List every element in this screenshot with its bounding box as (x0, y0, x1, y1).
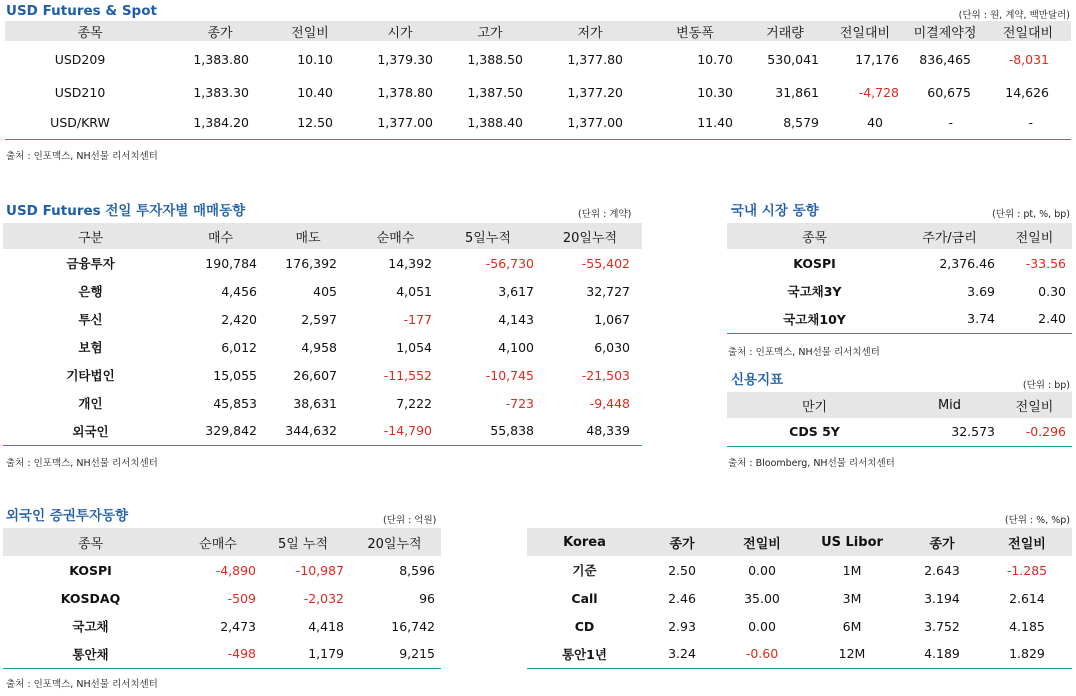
cell: 4.185 (1009, 618, 1045, 634)
cell: 10.30 (697, 84, 733, 100)
domestic-header-2: 전일비 (997, 223, 1072, 249)
cell: 3.74 (967, 311, 995, 327)
cell: 개인 (78, 396, 103, 411)
rates-unit: (단위 : %, %p) (1004, 515, 1070, 526)
cell: 530,041 (767, 51, 819, 67)
cell: 2.46 (668, 590, 696, 606)
rates-header-3: US Libor (802, 528, 902, 556)
cell: 8,579 (783, 115, 819, 131)
cell: - (1028, 115, 1033, 131)
table-row (3, 640, 441, 668)
cell: 2,376.46 (939, 255, 995, 271)
cell: 17,176 (855, 51, 899, 67)
cell: 1.829 (1009, 646, 1045, 662)
cell: 1,377.00 (377, 115, 433, 131)
cell: 4,456 (221, 283, 257, 299)
domestic-unit: (단위 : pt, %, bp) (992, 209, 1070, 220)
investor-header-5: 20일누적 (538, 223, 642, 249)
credit-source: 출처 : Bloomberg, NH선물 리서치센터 (728, 458, 895, 469)
table-row (3, 249, 642, 277)
cell: 8,596 (399, 562, 435, 578)
domestic-title: 국내 시장 동향 (731, 203, 819, 219)
cell: 14,626 (1005, 84, 1049, 100)
credit-table (727, 392, 1072, 447)
cell: 3,617 (498, 283, 534, 299)
usd-header-10: 전일대비 (985, 21, 1071, 41)
cell: 0.00 (748, 562, 776, 578)
cell: -498 (227, 646, 256, 662)
cell: 1,383.30 (193, 84, 249, 100)
cell: 1,388.40 (467, 115, 523, 131)
cell: - (948, 115, 953, 131)
cell: 26,607 (293, 367, 337, 383)
cell: -509 (227, 590, 256, 606)
cell: 기타법인 (66, 368, 115, 383)
cell: 0.00 (748, 618, 776, 634)
rates-table (527, 528, 1072, 669)
investor-header-1: 매수 (178, 223, 263, 249)
table-row (5, 41, 1071, 77)
cell: 35.00 (744, 590, 780, 606)
investor-table (3, 223, 642, 446)
usd-header-7: 거래량 (745, 21, 825, 41)
cell: 329,842 (205, 423, 257, 439)
cell: 31,861 (775, 84, 819, 100)
cell: -4,890 (215, 562, 256, 578)
cell: 10.70 (697, 51, 733, 67)
cell: -0.296 (1025, 424, 1066, 440)
usd-header-3: 시가 (355, 21, 445, 41)
cell: 1M (842, 562, 862, 578)
credit-header-2: 전일비 (997, 392, 1072, 418)
cell: 4.189 (924, 646, 960, 662)
table-row (5, 77, 1071, 107)
cell: -33.56 (1025, 255, 1066, 271)
cell: 국고채10Y (783, 311, 846, 327)
investor-header-0: 구분 (3, 223, 178, 249)
cell: 1,378.80 (377, 84, 433, 100)
foreign-header-1: 순매수 (178, 528, 258, 556)
cell: 4,051 (396, 283, 432, 299)
cell: 금융투자 (66, 256, 115, 271)
investor-title: USD Futures 전일 투자자별 매매동향 (6, 203, 246, 219)
cell: -56,730 (485, 255, 534, 271)
cell: -11,552 (383, 367, 432, 383)
cell: 2,473 (220, 618, 256, 634)
table-row (527, 584, 1072, 612)
cell: 14,392 (388, 255, 432, 271)
cell: 외국인 (72, 423, 109, 439)
table-row (3, 556, 441, 584)
cell: KOSPI (69, 562, 112, 578)
cell: USD210 (54, 84, 106, 100)
cell: 11.40 (697, 115, 733, 131)
cell: 4,958 (301, 339, 337, 355)
cell: 2.40 (1038, 311, 1066, 327)
cell: 2.50 (668, 562, 696, 578)
usd-header-6: 변동폭 (645, 21, 745, 41)
cell: 45,853 (213, 395, 257, 411)
table-row (3, 584, 441, 612)
rates-header-4: 종가 (902, 528, 982, 556)
cell: 4,143 (498, 311, 534, 327)
cell: 2.643 (924, 562, 960, 578)
cell: 12M (838, 646, 866, 662)
cell: -8,031 (1008, 51, 1049, 67)
table-row (3, 417, 642, 445)
cell: 1,383.80 (193, 51, 249, 67)
cell: 48,339 (586, 423, 630, 439)
table-row (3, 361, 642, 389)
investor-header-4: 5일누적 (438, 223, 538, 249)
foreign-source: 출처 : 인포맥스, NH선물 리서치센터 (6, 679, 158, 690)
cell: 10.40 (297, 84, 333, 100)
usd-futures-source: 출처 : 인포맥스, NH선물 리서치센터 (6, 151, 158, 162)
usd-header-1: 종가 (175, 21, 265, 41)
cell: -10,745 (485, 367, 534, 383)
cell: 190,784 (205, 255, 257, 271)
cell: 1,179 (308, 646, 344, 662)
cell: 통안1년 (562, 646, 607, 662)
table-row (3, 305, 642, 333)
cell: 32.573 (951, 424, 995, 440)
cell: 6,012 (221, 339, 257, 355)
credit-header-0: 만기 (727, 392, 902, 418)
domestic-table (727, 223, 1072, 334)
foreign-header-0: 종목 (3, 528, 178, 556)
table-row (727, 249, 1072, 277)
investor-header-2: 매도 (263, 223, 353, 249)
cell: -9,448 (589, 395, 630, 411)
cell: CD (574, 618, 595, 634)
cell: 투신 (78, 312, 103, 327)
cell: 6,030 (594, 339, 630, 355)
cell: Call (571, 590, 598, 606)
cell: 1,377.80 (567, 51, 623, 67)
cell: -177 (403, 311, 432, 327)
credit-title: 신용지표 (731, 372, 784, 388)
cell: 보험 (78, 340, 103, 355)
rates-header-0: Korea (527, 528, 642, 556)
cell: -55,402 (581, 255, 630, 271)
cell: 1,377.00 (567, 115, 623, 131)
cell: 국고채3Y (787, 284, 842, 299)
cell: 4,100 (498, 339, 534, 355)
cell: 96 (419, 590, 435, 606)
cell: 2.614 (1009, 590, 1045, 606)
cell: -0.60 (745, 646, 779, 662)
table-row (727, 305, 1072, 333)
usd-header-2: 전일비 (265, 21, 355, 41)
cell: 15,055 (213, 367, 257, 383)
usd-futures-table (5, 21, 1071, 140)
cell: 12.50 (297, 115, 333, 131)
domestic-source: 출처 : 인포맥스, NH선물 리서치센터 (728, 347, 880, 358)
cell: -21,503 (581, 367, 630, 383)
table-row (3, 389, 642, 417)
credit-header-1: Mid (902, 392, 997, 418)
cell: 405 (313, 283, 337, 299)
foreign-unit: (단위 : 억원) (383, 515, 437, 526)
usd-header-0: 종목 (5, 21, 175, 41)
investor-source: 출처 : 인포맥스, NH선물 리서치센터 (6, 458, 158, 469)
cell: 0.30 (1038, 283, 1066, 299)
investor-unit: (단위 : 계약) (578, 209, 632, 220)
cell: 176,392 (285, 255, 337, 271)
cell: -1.285 (1006, 562, 1048, 578)
table-row (3, 333, 642, 361)
cell: 10.10 (297, 51, 333, 67)
foreign-header-3: 20일누적 (348, 528, 441, 556)
usd-header-9: 미결제약정 (905, 21, 985, 41)
cell: 1,377.20 (567, 84, 623, 100)
cell: USD/KRW (50, 115, 110, 131)
usd-futures-title: USD Futures & Spot (6, 3, 157, 19)
cell: -4,728 (858, 84, 899, 100)
cell: 2,597 (301, 311, 337, 327)
cell: 3.194 (924, 590, 960, 606)
cell: 국고채 (72, 619, 109, 634)
cell: 2,420 (221, 311, 257, 327)
table-row (3, 277, 642, 305)
cell: 2.93 (668, 618, 696, 634)
usd-header-5: 저가 (535, 21, 645, 41)
investor-header-3: 순매수 (353, 223, 438, 249)
table-row (527, 556, 1072, 584)
domestic-header-1: 주가/금리 (902, 223, 997, 249)
cell: 9,215 (399, 646, 435, 662)
rates-header-1: 종가 (642, 528, 722, 556)
cell: 3.24 (668, 646, 696, 662)
cell: CDS 5Y (789, 424, 840, 440)
cell: 40 (867, 115, 883, 131)
cell: -2,032 (303, 590, 344, 606)
cell: 16,742 (391, 618, 435, 634)
table-row (527, 612, 1072, 640)
cell: 4,418 (308, 618, 344, 634)
table-row (527, 640, 1072, 668)
cell: 1,387.50 (467, 84, 523, 100)
cell: 6M (842, 618, 862, 634)
cell: -14,790 (383, 423, 432, 439)
cell: 1,067 (594, 311, 630, 327)
cell: 1,384.20 (193, 115, 249, 131)
cell: 3.69 (967, 283, 995, 299)
cell: 3.752 (924, 618, 960, 634)
table-row (727, 418, 1072, 446)
cell: 836,465 (919, 51, 971, 67)
cell: 은행 (78, 284, 103, 299)
domestic-header-0: 종목 (727, 223, 902, 249)
rates-header-5: 전일비 (982, 528, 1072, 556)
foreign-table (3, 528, 441, 669)
credit-unit: (단위 : bp) (1022, 380, 1070, 391)
cell: 32,727 (586, 283, 630, 299)
foreign-header-2: 5일 누적 (258, 528, 348, 556)
table-row (5, 107, 1071, 139)
usd-header-8: 전일대비 (825, 21, 905, 41)
rates-header-2: 전일비 (722, 528, 802, 556)
usd-header-4: 고가 (445, 21, 535, 41)
cell: 통안채 (72, 646, 109, 662)
cell: 3M (842, 590, 862, 606)
cell: 60,675 (927, 84, 971, 100)
cell: USD209 (54, 51, 106, 67)
table-row (727, 277, 1072, 305)
cell: 기준 (572, 563, 597, 578)
cell: 7,222 (396, 395, 432, 411)
cell: 1,379.30 (377, 51, 433, 67)
cell: 38,631 (293, 395, 337, 411)
cell: KOSDAQ (60, 590, 121, 606)
foreign-title: 외국인 증권투자동향 (6, 508, 129, 524)
cell: 1,388.50 (467, 51, 523, 67)
cell: -10,987 (295, 562, 344, 578)
table-row (3, 612, 441, 640)
cell: -723 (505, 395, 534, 411)
cell: 1,054 (396, 339, 432, 355)
usd-futures-unit: (단위 : 원, 계약, 백만달러) (958, 10, 1070, 21)
cell: KOSPI (793, 255, 836, 271)
cell: 344,632 (285, 423, 337, 439)
cell: 55,838 (490, 423, 534, 439)
